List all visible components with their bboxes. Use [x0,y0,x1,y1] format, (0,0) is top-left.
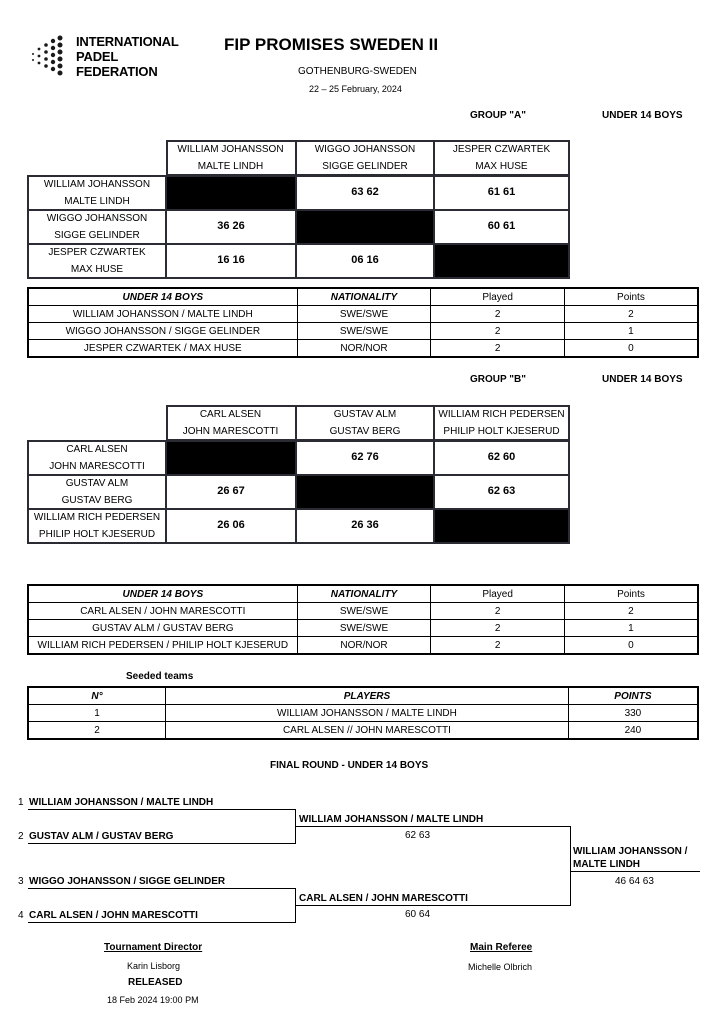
table-header-row [28,585,698,603]
score-b3-b1: 26 06 [217,519,245,531]
team-cell: GUSTAV ALM / GUSTAV BERG [28,620,297,637]
nationality-cell: SWE/SWE [297,323,431,340]
team-cell: WIGGO JOHANSSON / SIGGE GELINDER [28,323,297,340]
nationality-cell: NOR/NOR [297,340,431,358]
nationality-cell: SWE/SWE [297,603,431,620]
col-header-a2-player1: WIGGO JOHANSSON [314,144,416,155]
row-header-b2-player2: GUSTAV BERG [61,495,133,506]
row-header-b1-player2: JOHN MARESCOTTI [49,461,145,472]
row-header-b2-player1: GUSTAV ALM [65,478,129,489]
group-a-standings [27,287,699,358]
col-header-a1-player2: MALTE LINDH [197,161,264,172]
col-category: UNDER 14 BOYS [28,585,297,603]
semi2-score: 60 64 [405,909,431,920]
score-a3-a2: 06 16 [351,254,379,266]
played-cell: 2 [431,340,565,358]
self-match-cell [167,442,295,474]
entry-team: WILLIAM JOHANSSON / MALTE LINDH [29,797,214,808]
points-cell: 1 [564,323,698,340]
col-header-b2-player2: GUSTAV BERG [329,426,401,437]
referee-name: Michelle Olbrich [468,962,533,972]
group-b-label: GROUP "B" [470,374,526,385]
score-b1-b2: 62 76 [351,451,379,463]
col-header-b1-player2: JOHN MARESCOTTI [182,426,279,437]
tournament-location: GOTHENBURG-SWEDEN [298,66,417,77]
self-match-cell [435,510,568,542]
team-cell: JESPER CZWARTEK / MAX HUSE [28,340,297,358]
played-cell: 2 [431,306,565,323]
score-a3-a1: 16 16 [217,254,245,266]
table-header-row [28,288,698,306]
seed-players: CARL ALSEN // JOHN MARESCOTTI [166,722,569,740]
table-header-row [28,687,698,705]
entry-number: 2 [18,831,24,842]
released-time: 18 Feb 2024 19:00 PM [107,995,199,1005]
score-a1-a2: 63 62 [351,186,379,198]
seeded-table [27,686,699,740]
entry-team: WIGGO JOHANSSON / SIGGE GELINDER [29,876,226,887]
seed-points: 240 [568,722,698,740]
row-header-b3-player1: WILLIAM RICH PEDERSEN [33,512,161,523]
logo-line-1: INTERNATIONAL [76,34,179,49]
col-category: UNDER 14 BOYS [28,288,297,306]
col-header-b3-player2: PHILIP HOLT KJESERUD [443,426,560,437]
team-cell: CARL ALSEN / JOHN MARESCOTTI [28,603,297,620]
played-cell: 2 [431,637,565,655]
entry-number: 4 [18,910,24,921]
col-nationality: NATIONALITY [297,288,431,306]
team-cell: WILLIAM JOHANSSON / MALTE LINDH [28,306,297,323]
table-row [28,306,698,323]
logo-line-3: FEDERATION [76,64,158,79]
semi1-winner: WILLIAM JOHANSSON / MALTE LINDH [299,814,484,825]
final-round-title: FINAL ROUND - UNDER 14 BOYS [270,760,429,771]
group-a-category: UNDER 14 BOYS [602,110,683,121]
col-header-b3-player1: WILLIAM RICH PEDERSEN [438,409,565,420]
table-row [28,620,698,637]
final-score: 46 64 63 [615,876,654,887]
nationality-cell: SWE/SWE [297,620,431,637]
score-b3-b2: 26 36 [351,519,379,531]
semi2-winner: CARL ALSEN / JOHN MARESCOTTI [299,893,468,904]
table-row [28,340,698,358]
group-a-label: GROUP "A" [470,110,526,121]
points-cell: 2 [564,306,698,323]
col-played: Played [431,288,565,306]
col-points: POINTS [568,687,698,705]
tournament-title: FIP PROMISES SWEDEN II [224,35,439,54]
col-number: N° [28,687,166,705]
self-match-cell [297,476,433,508]
col-played: Played [431,585,565,603]
played-cell: 2 [431,603,565,620]
col-header-a1-player1: WILLIAM JOHANSSON [177,144,284,155]
played-cell: 2 [431,323,565,340]
row-header-a3-player2: MAX HUSE [70,264,124,275]
semi1-score: 62 63 [405,830,431,841]
referee-label: Main Referee [470,942,533,953]
champion-line1: WILLIAM JOHANSSON / [573,846,688,857]
entry-team: CARL ALSEN / JOHN MARESCOTTI [29,910,198,921]
group-b-standings [27,584,699,655]
score-a2-a1: 36 26 [217,220,245,232]
released-label: RELEASED [128,977,183,988]
score-a2-a3: 60 61 [487,220,516,232]
col-nationality: NATIONALITY [297,585,431,603]
col-header-b2-player1: GUSTAV ALM [333,409,397,420]
seed-number: 2 [28,722,166,740]
self-match-cell [167,177,295,209]
table-row [28,722,698,740]
group-b-category: UNDER 14 BOYS [602,374,683,385]
nationality-cell: SWE/SWE [297,306,431,323]
director-name: Karin Lisborg [127,961,181,971]
team-cell: WILLIAM RICH PEDERSEN / PHILIP HOLT KJESERUD [28,637,297,655]
col-players: PLAYERS [166,687,569,705]
row-header-b1-player1: CARL ALSEN [66,444,128,455]
self-match-cell [297,211,433,243]
seed-players: WILLIAM JOHANSSON / MALTE LINDH [166,705,569,722]
table-row [28,705,698,722]
row-header-a2-player2: SIGGE GELINDER [54,230,140,241]
col-header-a3-player2: MAX HUSE [475,161,528,172]
row-header-a3-player1: JESPER CZWARTEK [48,247,146,258]
col-points: Points [564,585,698,603]
played-cell: 2 [431,620,565,637]
row-header-a1-player1: WILLIAM JOHANSSON [43,179,151,190]
col-points: Points [564,288,698,306]
row-header-a1-player2: MALTE LINDH [64,196,130,207]
entry-team: GUSTAV ALM / GUSTAV BERG [29,831,174,842]
col-header-a3-player1: JESPER CZWARTEK [452,144,551,155]
fip-logo-icon [30,34,70,80]
score-b1-b3: 62 60 [487,451,516,463]
points-cell: 2 [564,603,698,620]
logo-line-2: PADEL [76,49,119,64]
score-a1-a3: 61 61 [487,186,516,198]
points-cell: 0 [564,340,698,358]
col-header-b1-player1: CARL ALSEN [199,409,262,420]
table-row [28,637,698,655]
col-header-a2-player2: SIGGE GELINDER [322,161,408,172]
seeded-title: Seeded teams [126,671,194,682]
director-label: Tournament Director [104,942,203,953]
entry-number: 1 [18,797,24,808]
nationality-cell: NOR/NOR [297,637,431,655]
score-b2-b3: 62 63 [487,485,516,497]
points-cell: 0 [564,637,698,655]
entry-number: 3 [18,876,24,887]
table-row [28,323,698,340]
row-header-a2-player1: WIGGO JOHANSSON [46,213,148,224]
champion-line2: MALTE LINDH [573,859,641,870]
self-match-cell [435,245,568,277]
tournament-dates: 22 – 25 February, 2024 [309,84,402,94]
row-header-b3-player2: PHILIP HOLT KJESERUD [38,529,156,540]
seed-points: 330 [568,705,698,722]
table-row [28,603,698,620]
score-b2-b1: 26 67 [217,485,245,497]
seed-number: 1 [28,705,166,722]
points-cell: 1 [564,620,698,637]
